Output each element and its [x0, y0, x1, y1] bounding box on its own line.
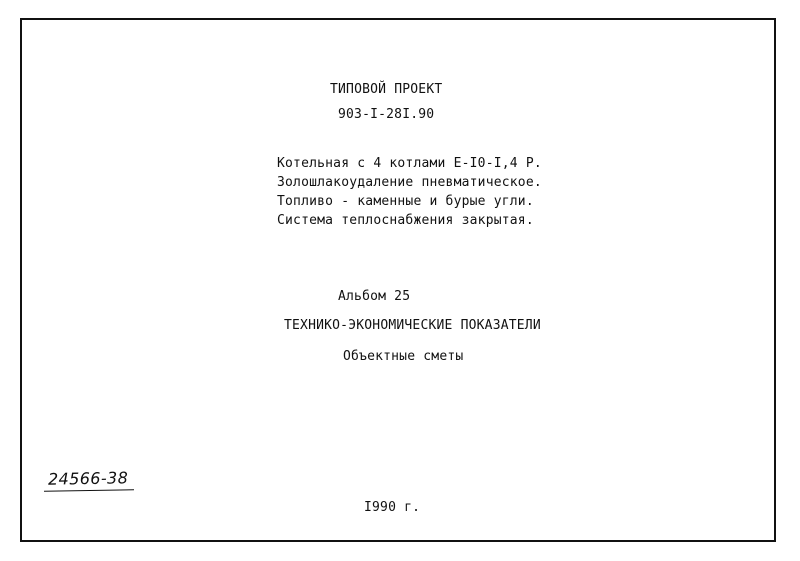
description-line-1: Котельная с 4 котлами Е-I0-I,4 Р. — [277, 156, 542, 171]
subsection-title: Объектные сметы — [343, 349, 464, 364]
document-title: ТИПОВОЙ ПРОЕКТ — [330, 82, 443, 97]
inventory-number: 24566-38 — [47, 468, 129, 489]
description-line-2: Золошлакоудаление пневматическое. — [277, 175, 542, 190]
document-year: I990 г. — [364, 500, 421, 515]
album-label: Альбом 25 — [338, 289, 411, 304]
section-title: ТЕХНИКО-ЭКОНОМИЧЕСКИЕ ПОКАЗАТЕЛИ — [284, 318, 541, 333]
description-line-3: Топливо - каменные и бурые угли. — [277, 194, 534, 209]
project-code: 903-I-28I.90 — [338, 107, 435, 122]
description-line-4: Система теплоснабжения закрытая. — [277, 213, 534, 228]
